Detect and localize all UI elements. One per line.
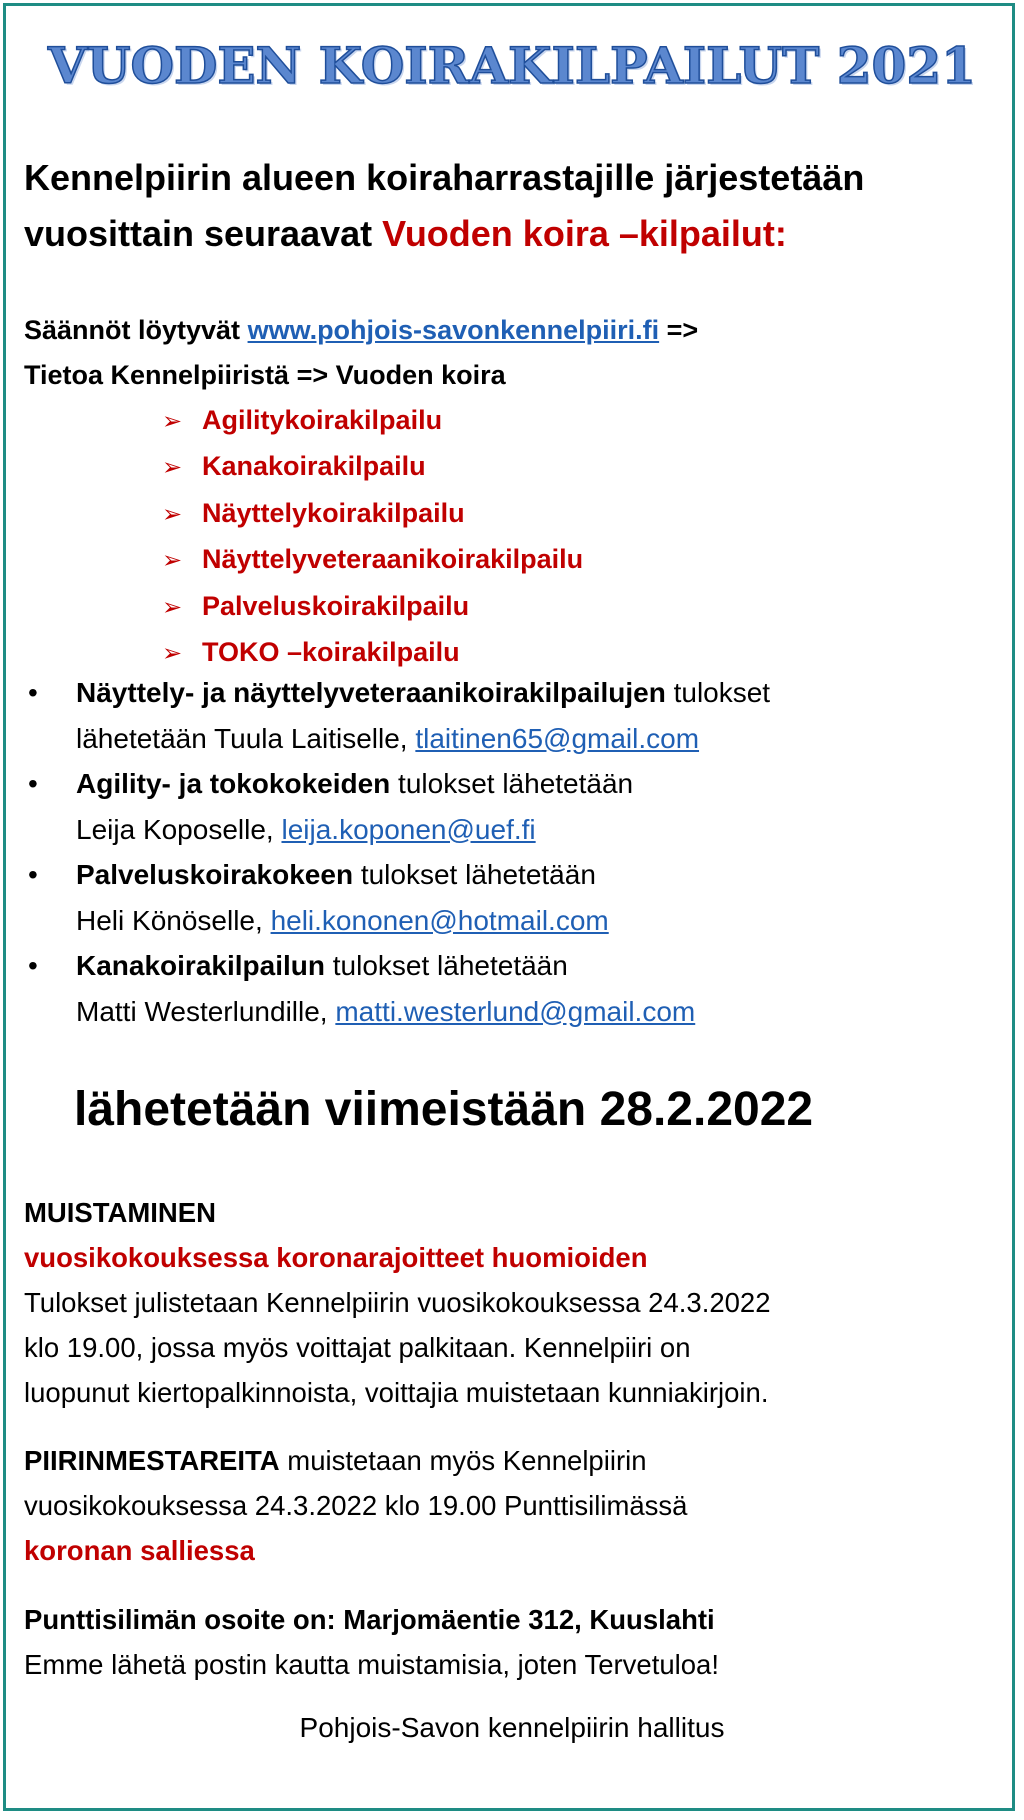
- piirinmestarit-section: [24, 1438, 1014, 1573]
- piirinmestarit-heading: PIIRINMESTAREITA: [24, 1445, 280, 1476]
- list-item: [162, 537, 962, 583]
- signature: Pohjois-Savon kennelpiirin hallitus: [299, 1712, 725, 1743]
- result-recipient: Leija Koposelle,: [76, 813, 282, 845]
- website-link[interactable]: www.pohjois-savonkennelpiiri.fi: [247, 315, 660, 345]
- email-link[interactable]: tlaitinen65@gmail.com: [415, 722, 700, 754]
- piirinmestarit-note: koronan salliessa: [24, 1535, 255, 1566]
- list-item: [162, 584, 962, 630]
- muistaminen-note: vuosikokouksessa koronarajoitteet huomioiden: [24, 1242, 648, 1273]
- arrow-bullet-icon: ➢: [162, 500, 183, 528]
- bullet-dot-icon: •: [28, 950, 38, 981]
- competition-name: Näyttelykoirakilpailu: [202, 497, 465, 528]
- list-item: [24, 761, 1004, 852]
- competition-name: TOKO –koirakilpailu: [202, 637, 460, 668]
- email-link[interactable]: matti.westerlund@gmail.com: [335, 995, 696, 1027]
- result-line-1: [76, 852, 1004, 898]
- competition-list: [162, 398, 962, 676]
- competition-name: Kanakoirakilpailu: [202, 451, 426, 482]
- rules-line-2: Tietoa Kennelpiiristä => Vuoden koira: [24, 360, 506, 390]
- bullet-dot-icon: •: [28, 677, 38, 708]
- arrow-bullet-icon: ➢: [162, 593, 183, 621]
- muistaminen-line-3: luopunut kiertopalkinnoista, voittajia muistetaan kunniakirjoin.: [24, 1377, 769, 1408]
- muistaminen-heading: MUISTAMINEN: [24, 1197, 216, 1228]
- intro-highlight: Vuoden koira –kilpailut:: [382, 213, 787, 254]
- piirinmestarit-line-2: vuosikokouksessa 24.3.2022 klo 19.00 Punttisilimässä: [24, 1490, 688, 1521]
- result-title: Agility- ja tokokokeiden: [76, 768, 391, 799]
- rules-arrow: =>: [659, 315, 699, 345]
- result-line-2: [76, 807, 1004, 853]
- list-item: [24, 943, 1004, 1034]
- rules-prefix: Säännöt löytyvät: [24, 315, 248, 345]
- address-line-2: Emme lähetä postin kautta muistamisia, joten Tervetuloa!: [24, 1649, 719, 1680]
- intro-text: [24, 150, 1004, 262]
- bullet-dot-icon: •: [28, 768, 38, 799]
- competition-name: Näyttelyveteraanikoirakilpailu: [202, 544, 584, 575]
- result-line-2: [76, 716, 1004, 762]
- result-rest: tulokset lähetetään: [324, 950, 568, 981]
- competition-name: Palveluskoirakilpailu: [202, 590, 470, 621]
- piirinmestarit-rest: muistetaan myös Kennelpiirin: [279, 1445, 647, 1476]
- arrow-bullet-icon: ➢: [162, 640, 183, 668]
- result-recipient: lähetetään Tuula Laitiselle,: [76, 722, 416, 754]
- email-link[interactable]: heli.kononen@hotmail.com: [270, 904, 609, 936]
- result-recipient: Heli Könöselle,: [76, 904, 271, 936]
- muistaminen-line-1: Tulokset julistetaan Kennelpiirin vuosikokouksessa 24.3.2022: [24, 1287, 771, 1318]
- competition-name: Agilitykoirakilpailu: [202, 405, 443, 435]
- list-item: [24, 852, 1004, 943]
- intro-line-2: [24, 206, 1004, 262]
- page-title: VUODEN KOIRAKILPAILUT 2021: [48, 36, 976, 95]
- list-item: [162, 491, 962, 537]
- address-line-1: Punttisilimän osoite on: Marjomäentie 312, Kuuslahti: [24, 1604, 715, 1635]
- result-line-1: [76, 670, 1004, 716]
- result-line-2: [76, 898, 1004, 944]
- arrow-bullet-icon: ➢: [162, 408, 183, 435]
- muistaminen-line-2: klo 19.00, jossa myös voittajat palkitaan. Kennelpiiri on: [24, 1332, 691, 1363]
- result-recipient: Matti Westerlundille,: [76, 995, 336, 1027]
- muistaminen-section: [24, 1190, 1014, 1415]
- result-line-1: [76, 761, 1004, 807]
- list-item: [24, 670, 1004, 761]
- result-line-2: [76, 989, 1004, 1035]
- result-rest: tulokset: [665, 677, 771, 708]
- intro-line-2-prefix: vuosittain seuraavat: [24, 213, 383, 254]
- address-section: [24, 1597, 1014, 1687]
- arrow-bullet-icon: ➢: [162, 454, 183, 482]
- result-title: Näyttely- ja näyttelyveteraanikoirakilpailujen: [76, 677, 666, 708]
- rules-text: [24, 308, 1004, 398]
- piirinmestarit-line-1: [24, 1438, 1014, 1483]
- deadline-text: lähetetään viimeistään 28.2.2022: [74, 1083, 814, 1136]
- result-title: Kanakoirakilpailun: [76, 950, 325, 981]
- arrow-bullet-icon: ➢: [162, 547, 183, 575]
- rules-line-1: [24, 308, 1004, 353]
- result-rest: tulokset lähetetään: [390, 768, 634, 799]
- intro-line-1: Kennelpiirin alueen koiraharrastajille järjestetään: [24, 157, 865, 198]
- result-line-1: [76, 943, 1004, 989]
- bullet-dot-icon: •: [28, 859, 38, 890]
- list-item: [162, 444, 962, 490]
- result-rest: tulokset lähetetään: [353, 859, 596, 890]
- email-link[interactable]: leija.koponen@uef.fi: [281, 813, 536, 845]
- list-item: [162, 398, 962, 444]
- result-title: Palveluskoirakokeen: [76, 859, 354, 890]
- results-list: [24, 670, 1004, 1034]
